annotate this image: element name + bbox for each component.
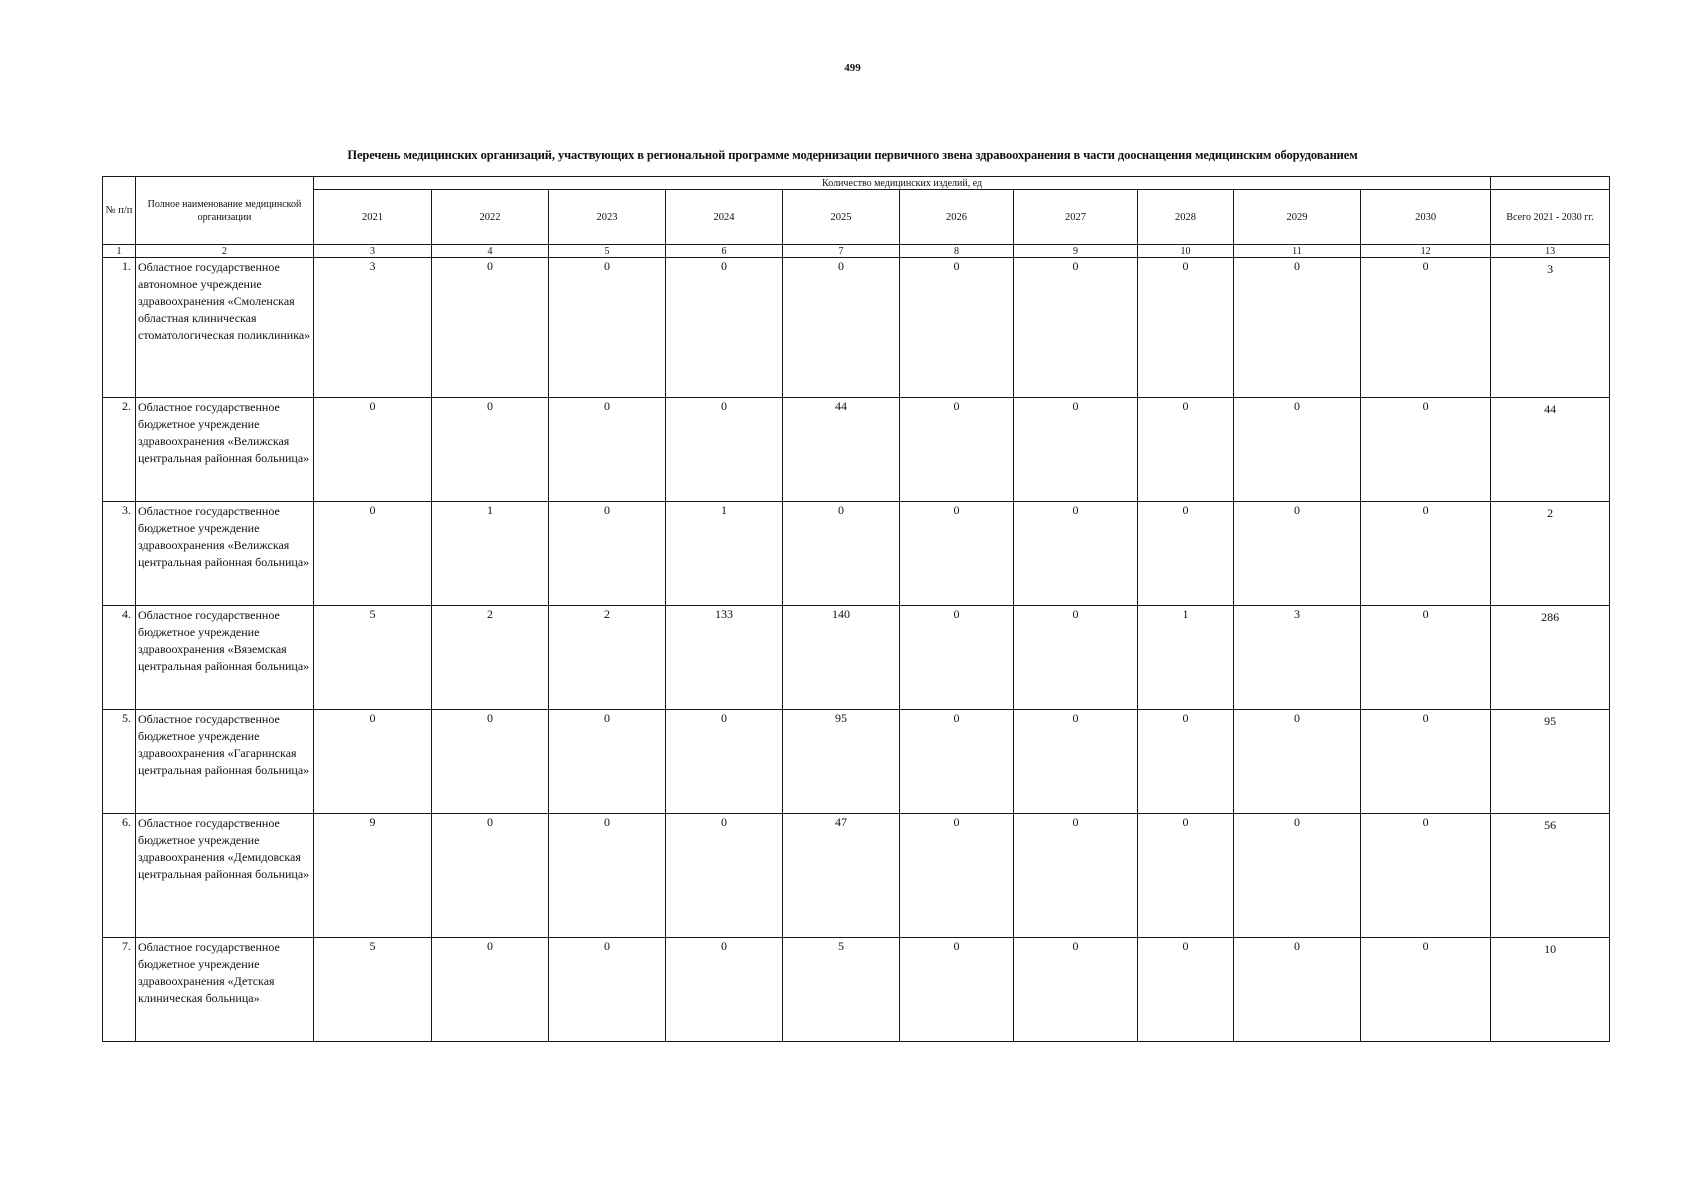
year-value: 0 <box>1361 938 1491 1042</box>
row-total: 95 <box>1491 710 1610 814</box>
header-year: 2025 <box>783 190 900 245</box>
header-num: № п/п <box>103 177 136 245</box>
year-value: 0 <box>432 398 549 502</box>
column-number: 6 <box>666 245 783 258</box>
year-value: 2 <box>549 606 666 710</box>
year-value: 3 <box>314 258 432 398</box>
year-value: 0 <box>900 814 1014 938</box>
year-value: 0 <box>1138 398 1234 502</box>
organization-name: Областное государственное бюджетное учреждение здравоохранения «Велижская центральная районная больница» <box>136 502 314 606</box>
year-value: 0 <box>549 814 666 938</box>
year-value: 47 <box>783 814 900 938</box>
year-value: 3 <box>1234 606 1361 710</box>
table-row <box>103 606 1610 710</box>
organization-name: Областное государственное бюджетное учреждение здравоохранения «Гагаринская центральная районная больница» <box>136 710 314 814</box>
year-value: 0 <box>1361 502 1491 606</box>
header-year: 2026 <box>900 190 1014 245</box>
table-row <box>103 258 1610 398</box>
row-total: 44 <box>1491 398 1610 502</box>
year-value: 0 <box>549 502 666 606</box>
header-year: 2021 <box>314 190 432 245</box>
row-total: 286 <box>1491 606 1610 710</box>
year-value: 0 <box>1361 606 1491 710</box>
year-value: 0 <box>432 814 549 938</box>
year-value: 0 <box>1014 814 1138 938</box>
year-value: 0 <box>1234 814 1361 938</box>
year-value: 0 <box>432 938 549 1042</box>
header-year: 2028 <box>1138 190 1234 245</box>
column-number: 2 <box>136 245 314 258</box>
column-number: 9 <box>1014 245 1138 258</box>
year-value: 140 <box>783 606 900 710</box>
row-total: 56 <box>1491 814 1610 938</box>
organizations-table <box>102 176 1610 1042</box>
year-value: 0 <box>1014 258 1138 398</box>
year-value: 0 <box>900 398 1014 502</box>
year-value: 0 <box>314 398 432 502</box>
year-value: 0 <box>666 938 783 1042</box>
year-value: 0 <box>549 710 666 814</box>
year-value: 0 <box>1234 502 1361 606</box>
year-value: 5 <box>314 938 432 1042</box>
year-value: 5 <box>783 938 900 1042</box>
column-number: 4 <box>432 245 549 258</box>
row-index: 4. <box>103 606 136 710</box>
column-number: 10 <box>1138 245 1234 258</box>
year-value: 0 <box>666 258 783 398</box>
year-value: 0 <box>1014 938 1138 1042</box>
year-value: 0 <box>1014 398 1138 502</box>
year-value: 0 <box>1138 710 1234 814</box>
document-title: Перечень медицинских организаций, участвующих в региональной программе модернизации первичного звена здравоохранения в части дооснащения медицинским оборудованием <box>347 148 1358 162</box>
header-year: 2027 <box>1014 190 1138 245</box>
year-value: 0 <box>666 398 783 502</box>
column-numbers-row <box>103 245 1610 258</box>
table-row <box>103 938 1610 1042</box>
table-row <box>103 710 1610 814</box>
table-body <box>103 258 1610 1042</box>
header-year: 2022 <box>432 190 549 245</box>
year-value: 0 <box>1361 398 1491 502</box>
year-value: 44 <box>783 398 900 502</box>
header-year: 2030 <box>1361 190 1491 245</box>
header-total: Всего 2021 - 2030 гг. <box>1491 190 1610 245</box>
year-value: 0 <box>1138 502 1234 606</box>
year-value: 0 <box>1138 938 1234 1042</box>
year-value: 133 <box>666 606 783 710</box>
year-value: 0 <box>432 710 549 814</box>
row-total: 2 <box>1491 502 1610 606</box>
page-number: 499 <box>844 62 861 74</box>
year-value: 0 <box>549 938 666 1042</box>
organization-name: Областное государственное автономное учреждение здравоохранения «Смоленская областная клиническая стоматологическая поликлиника» <box>136 258 314 398</box>
year-value: 0 <box>900 938 1014 1042</box>
column-number: 7 <box>783 245 900 258</box>
year-value: 2 <box>432 606 549 710</box>
year-value: 0 <box>1234 938 1361 1042</box>
year-value: 1 <box>666 502 783 606</box>
year-value: 0 <box>666 710 783 814</box>
year-value: 0 <box>1014 710 1138 814</box>
column-number: 8 <box>900 245 1014 258</box>
header-year: 2024 <box>666 190 783 245</box>
row-index: 2. <box>103 398 136 502</box>
organization-name: Областное государственное бюджетное учреждение здравоохранения «Демидовская центральная районная больница» <box>136 814 314 938</box>
table-row <box>103 814 1610 938</box>
column-number: 12 <box>1361 245 1491 258</box>
year-value: 0 <box>549 258 666 398</box>
year-value: 0 <box>314 502 432 606</box>
header-year: 2023 <box>549 190 666 245</box>
year-value: 0 <box>900 710 1014 814</box>
column-number: 5 <box>549 245 666 258</box>
year-value: 0 <box>1234 710 1361 814</box>
row-index: 7. <box>103 938 136 1042</box>
year-value: 1 <box>432 502 549 606</box>
year-value: 0 <box>1014 502 1138 606</box>
organization-name: Областное государственное бюджетное учреждение здравоохранения «Вяземская центральная районная больница» <box>136 606 314 710</box>
year-value: 0 <box>1138 814 1234 938</box>
year-value: 0 <box>1014 606 1138 710</box>
year-value: 0 <box>666 814 783 938</box>
column-number: 1 <box>103 245 136 258</box>
header-year: 2029 <box>1234 190 1361 245</box>
year-value: 9 <box>314 814 432 938</box>
row-index: 5. <box>103 710 136 814</box>
year-value: 0 <box>1361 710 1491 814</box>
table-header <box>103 177 1610 258</box>
year-value: 5 <box>314 606 432 710</box>
table-row <box>103 398 1610 502</box>
year-value: 0 <box>900 606 1014 710</box>
header-quantity-group: Количество медицинских изделий, ед <box>314 177 1491 190</box>
column-number: 11 <box>1234 245 1361 258</box>
year-value: 0 <box>1234 398 1361 502</box>
row-index: 1. <box>103 258 136 398</box>
year-value: 1 <box>1138 606 1234 710</box>
year-value: 0 <box>1361 258 1491 398</box>
year-value: 0 <box>783 502 900 606</box>
table-row <box>103 502 1610 606</box>
row-total: 3 <box>1491 258 1610 398</box>
year-value: 0 <box>900 258 1014 398</box>
year-value: 95 <box>783 710 900 814</box>
header-total-top <box>1491 177 1610 190</box>
organization-name: Областное государственное бюджетное учреждение здравоохранения «Детская клиническая больница» <box>136 938 314 1042</box>
year-value: 0 <box>1138 258 1234 398</box>
header-name: Полное наименование медицинской организации <box>136 177 314 245</box>
row-total: 10 <box>1491 938 1610 1042</box>
year-value: 0 <box>549 398 666 502</box>
row-index: 6. <box>103 814 136 938</box>
year-value: 0 <box>783 258 900 398</box>
year-value: 0 <box>1234 258 1361 398</box>
column-number: 3 <box>314 245 432 258</box>
year-value: 0 <box>1361 814 1491 938</box>
year-value: 0 <box>432 258 549 398</box>
organization-name: Областное государственное бюджетное учреждение здравоохранения «Велижская центральная районная больница» <box>136 398 314 502</box>
column-number: 13 <box>1491 245 1610 258</box>
row-index: 3. <box>103 502 136 606</box>
year-value: 0 <box>900 502 1014 606</box>
year-value: 0 <box>314 710 432 814</box>
